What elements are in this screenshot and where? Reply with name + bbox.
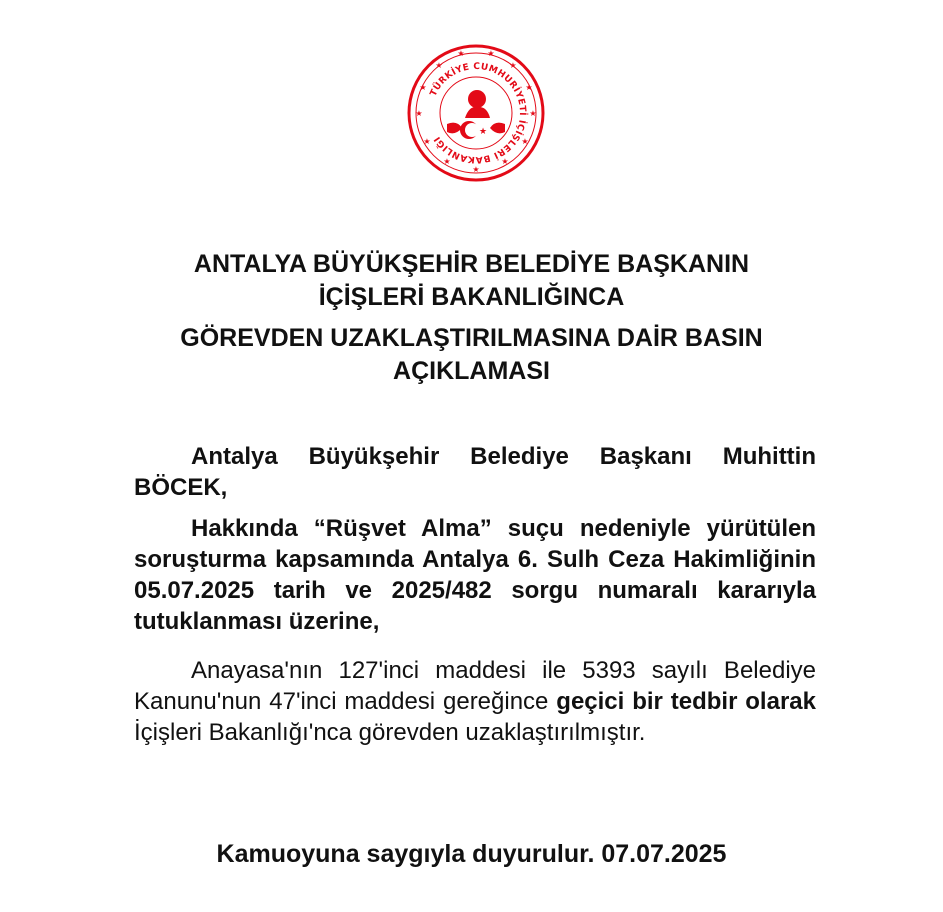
svg-text:★: ★: [419, 83, 427, 92]
closing-statement: Kamuoyuna saygıyla duyurulur. 07.07.2025: [216, 840, 727, 868]
paragraph-decision-emphasis: geçici bir tedbir olarak: [556, 688, 816, 715]
svg-text:★: ★: [435, 61, 443, 70]
paragraph-decision-start: Anayasa'nın 127'inci maddesi ile 5393 sayılı Belediye Kanunu'nun 47'inci maddesi gereğince: [134, 657, 816, 715]
paragraph-decision-end: İçişleri Bakanlığı'nca görevden uzaklaştırılmıştır.: [134, 719, 646, 746]
seal-ring-text: TÜRKİYE CUMHURİYETİ İÇİŞLERİ BAKANLIĞI: [428, 61, 528, 165]
title-line-3: GÖREVDEN UZAKLAŞTIRILMASINA DAİR BASIN: [180, 324, 763, 352]
ministry-seal: [407, 44, 545, 182]
title-line-1: ANTALYA BÜYÜKŞEHİR BELEDİYE BAŞKANIN: [193, 250, 750, 278]
svg-text:★: ★: [457, 49, 465, 58]
seal-emblem: [447, 90, 505, 139]
svg-text:★: ★: [525, 83, 533, 92]
svg-text:★: ★: [443, 157, 451, 166]
title-line-2: İÇİŞLERİ BAKANLIĞINCA: [318, 283, 625, 311]
paragraph-reason: [134, 513, 816, 637]
paragraph-decision: [134, 655, 816, 748]
svg-text:★: ★: [423, 137, 431, 146]
paragraph-reason-text: Hakkında “Rüşvet Alma” suçu nedeniyle yürütülen soruşturma kapsamında Antalya 6. Sulh Ceza Hakimliğinin 05.07.2025 tarih ve 2025/482 sorgu numaralı kararıyla tutuklanması üzerine,: [134, 515, 816, 635]
svg-text:★: ★: [501, 157, 509, 166]
paragraph-subject: [134, 441, 816, 503]
svg-text:★: ★: [521, 137, 529, 146]
svg-text:★: ★: [415, 109, 423, 118]
svg-text:★: ★: [529, 109, 537, 118]
svg-text:★: ★: [487, 49, 495, 58]
document-subtitle: [60, 322, 883, 388]
paragraph-subject-text: Antalya Büyükşehir Belediye Başkanı Muhittin BÖCEK,: [134, 443, 816, 501]
document-title: [60, 248, 883, 314]
svg-text:★: ★: [509, 61, 517, 70]
seal-graphic: [407, 44, 545, 182]
svg-text:★: ★: [478, 126, 488, 136]
title-line-4: AÇIKLAMASI: [393, 357, 550, 385]
svg-text:★: ★: [472, 165, 480, 174]
